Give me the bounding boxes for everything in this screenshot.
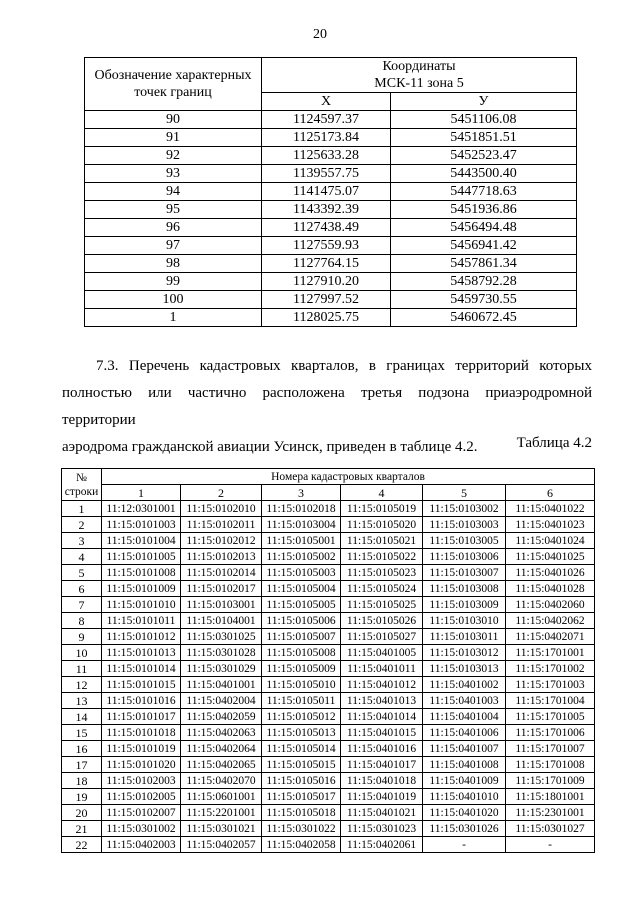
cadastral-number-cell: 11:15:0105014 xyxy=(262,741,341,757)
cadastral-number-cell: 11:15:0401021 xyxy=(341,805,423,821)
y-coordinate-cell: 5456941.42 xyxy=(391,237,577,255)
cadastral-number-cell: 11:15:0301023 xyxy=(341,821,423,837)
cadastral-number-cell: 11:15:0301026 xyxy=(423,821,506,837)
point-id-cell: 98 xyxy=(85,255,262,273)
cadastral-number-cell: 11:15:0401023 xyxy=(506,517,595,533)
cadastral-number-cell: 11:15:0105023 xyxy=(341,565,423,581)
cadastral-number-cell: 11:15:0105025 xyxy=(341,597,423,613)
cadastral-number-cell: 11:15:0102017 xyxy=(181,581,262,597)
cadastral-number-cell: 11:15:0402058 xyxy=(262,837,341,853)
cadastral-number-cell: 11:15:0101003 xyxy=(102,517,181,533)
page-number: 20 xyxy=(313,27,327,42)
point-id-cell: 92 xyxy=(85,147,262,165)
row-number-cell: 10 xyxy=(62,645,102,661)
cadastral-number-cell: 11:15:0105018 xyxy=(262,805,341,821)
cadastral-number-cell: 11:15:0101008 xyxy=(102,565,181,581)
cadastral-number-cell: 11:15:0402071 xyxy=(506,629,595,645)
cadastral-number-cell: 11:15:0103002 xyxy=(423,501,506,517)
coordinates-table-row xyxy=(85,147,577,165)
cadastral-number-cell: 11:15:0105001 xyxy=(262,533,341,549)
cadastral-table-row xyxy=(62,725,595,741)
row-number-symbol: № xyxy=(76,471,87,484)
point-id-cell: 93 xyxy=(85,165,262,183)
cadastral-number-cell: 11:15:0105024 xyxy=(341,581,423,597)
cadastral-number-cell: 11:15:0401015 xyxy=(341,725,423,741)
row-number-cell: 11 xyxy=(62,661,102,677)
y-coordinate-cell: 5460672.45 xyxy=(391,309,577,327)
cadastral-number-cell: 11:15:0101014 xyxy=(102,661,181,677)
row-number-cell: 14 xyxy=(62,709,102,725)
cadastral-table-row xyxy=(62,501,595,517)
cadastral-number-cell: 11:15:0401004 xyxy=(423,709,506,725)
cadastral-header-row xyxy=(62,469,595,485)
y-coordinate-cell: 5457861.34 xyxy=(391,255,577,273)
coordinates-table-row xyxy=(85,309,577,327)
coordinates-table-row xyxy=(85,237,577,255)
cadastral-number-cell: 11:15:0401017 xyxy=(341,757,423,773)
cadastral-number-cell: 11:15:0401024 xyxy=(506,533,595,549)
cadastral-number-cell: 11:15:0401002 xyxy=(423,677,506,693)
column-number-header: 4 xyxy=(341,485,423,501)
point-designation-header: Обозначение характерных точек границ xyxy=(85,58,262,111)
cadastral-number-cell: 11:15:0103007 xyxy=(423,565,506,581)
cadastral-table-row xyxy=(62,757,595,773)
row-number-cell: 7 xyxy=(62,597,102,613)
cadastral-number-cell: 11:15:0402065 xyxy=(181,757,262,773)
x-coordinate-cell: 1125633.28 xyxy=(262,147,391,165)
cadastral-number-cell: 11:15:0105013 xyxy=(262,725,341,741)
column-number-header: 6 xyxy=(506,485,595,501)
cadastral-number-cell: 11:15:0105012 xyxy=(262,709,341,725)
cadastral-number-cell: 11:15:0401020 xyxy=(423,805,506,821)
cadastral-number-cell: 11:15:1701002 xyxy=(506,661,595,677)
cadastral-number-cell: 11:15:0301021 xyxy=(181,821,262,837)
cadastral-table-row xyxy=(62,773,595,789)
x-coordinate-cell: 1128025.75 xyxy=(262,309,391,327)
coordinates-table-row xyxy=(85,165,577,183)
cadastral-number-cell: - xyxy=(506,837,595,853)
cadastral-number-cell: 11:15:0101005 xyxy=(102,549,181,565)
y-coordinate-cell: 5451936.86 xyxy=(391,201,577,219)
table-caption: Таблица 4.2 xyxy=(516,435,592,451)
coordinates-table-row xyxy=(85,111,577,129)
cadastral-number-cell: 11:15:0102010 xyxy=(181,501,262,517)
cadastral-number-cell: 11:15:0105008 xyxy=(262,645,341,661)
y-coordinate-cell: 5456494.48 xyxy=(391,219,577,237)
cadastral-number-cell: 11:15:0103006 xyxy=(423,549,506,565)
cadastral-number-cell: 11:15:0101020 xyxy=(102,757,181,773)
cadastral-number-cell: 11:15:0102018 xyxy=(262,501,341,517)
cadastral-number-cell: 11:15:0301028 xyxy=(181,645,262,661)
cadastral-number-cell: 11:15:0105005 xyxy=(262,597,341,613)
cadastral-quarters-table xyxy=(61,468,595,853)
cadastral-number-cell: 11:15:0401028 xyxy=(506,581,595,597)
row-number-cell: 17 xyxy=(62,757,102,773)
x-coordinate-cell: 1125173.84 xyxy=(262,129,391,147)
cadastral-number-cell: 11:15:0101018 xyxy=(102,725,181,741)
cadastral-number-cell: 11:15:0105015 xyxy=(262,757,341,773)
cadastral-number-cell: 11:15:0101012 xyxy=(102,629,181,645)
cadastral-number-cell: 11:15:0105007 xyxy=(262,629,341,645)
row-number-cell: 9 xyxy=(62,629,102,645)
paragraph-line: 7.3. Перечень кадастровых кварталов, в границах территорий которых xyxy=(96,358,592,374)
cadastral-number-cell: 11:15:0103011 xyxy=(423,629,506,645)
cadastral-number-cell: 11:15:1701003 xyxy=(506,677,595,693)
cadastral-number-cell: 11:15:0105026 xyxy=(341,613,423,629)
cadastral-number-cell: 11:15:0401019 xyxy=(341,789,423,805)
point-id-cell: 99 xyxy=(85,273,262,291)
cadastral-number-cell: 11:15:0401001 xyxy=(181,677,262,693)
cadastral-column-numbers-row xyxy=(62,485,595,501)
cadastral-number-cell: 11:15:0105027 xyxy=(341,629,423,645)
cadastral-table-row xyxy=(62,517,595,533)
cadastral-number-cell: 11:15:0103012 xyxy=(423,645,506,661)
cadastral-table-row xyxy=(62,533,595,549)
cadastral-number-cell: 11:15:0103004 xyxy=(262,517,341,533)
row-number-cell: 8 xyxy=(62,613,102,629)
cadastral-table-row xyxy=(62,837,595,853)
cadastral-number-cell: 11:15:0105009 xyxy=(262,661,341,677)
cadastral-number-cell: 11:15:0301025 xyxy=(181,629,262,645)
x-coordinate-cell: 1127764.15 xyxy=(262,255,391,273)
cadastral-number-cell: 11:15:0401007 xyxy=(423,741,506,757)
cadastral-number-cell: 11:15:0301027 xyxy=(506,821,595,837)
cadastral-number-cell: 11:15:1801001 xyxy=(506,789,595,805)
point-id-cell: 91 xyxy=(85,129,262,147)
cadastral-number-cell: 11:15:0102013 xyxy=(181,549,262,565)
cadastral-table-row xyxy=(62,661,595,677)
coordinates-group-header xyxy=(262,58,577,93)
cadastral-number-cell: 11:15:0105010 xyxy=(262,677,341,693)
cadastral-table-row xyxy=(62,565,595,581)
paragraph-line: полностью или частично расположена третья подзона приаэродромной территории xyxy=(62,385,592,428)
coordinates-table-row xyxy=(85,273,577,291)
cadastral-number-cell: 11:15:1701001 xyxy=(506,645,595,661)
cadastral-number-cell: 11:15:0401018 xyxy=(341,773,423,789)
column-number-header: 2 xyxy=(181,485,262,501)
cadastral-table-row xyxy=(62,645,595,661)
cadastral-number-cell: 11:15:0103010 xyxy=(423,613,506,629)
cadastral-number-cell: 11:15:0105020 xyxy=(341,517,423,533)
cadastral-number-cell: 11:15:0101019 xyxy=(102,741,181,757)
cadastral-table-row xyxy=(62,709,595,725)
cadastral-table-row xyxy=(62,677,595,693)
coordinates-table xyxy=(84,57,577,327)
cadastral-table-row xyxy=(62,821,595,837)
coordinates-table-row xyxy=(85,219,577,237)
cadastral-number-cell: 11:15:0401005 xyxy=(341,645,423,661)
row-number-cell: 3 xyxy=(62,533,102,549)
row-number-cell: 22 xyxy=(62,837,102,853)
cadastral-number-cell: 11:15:0105019 xyxy=(341,501,423,517)
cadastral-number-cell: 11:15:0402064 xyxy=(181,741,262,757)
cadastral-number-cell: 11:15:0105022 xyxy=(341,549,423,565)
cadastral-number-cell: 11:15:0101009 xyxy=(102,581,181,597)
cadastral-number-cell: 11:15:0103003 xyxy=(423,517,506,533)
x-coordinate-cell: 1127997.52 xyxy=(262,291,391,309)
cadastral-number-cell: 11:15:0105016 xyxy=(262,773,341,789)
cadastral-number-cell: 11:15:0105002 xyxy=(262,549,341,565)
cadastral-number-cell: 11:15:0105003 xyxy=(262,565,341,581)
point-id-cell: 97 xyxy=(85,237,262,255)
cadastral-table-row xyxy=(62,805,595,821)
cadastral-number-cell: 11:15:0105006 xyxy=(262,613,341,629)
cadastral-number-cell: 11:15:0101017 xyxy=(102,709,181,725)
coordinates-table-row xyxy=(85,291,577,309)
cadastral-number-cell: 11:15:0105004 xyxy=(262,581,341,597)
y-coordinate-cell: 5443500.40 xyxy=(391,165,577,183)
point-id-cell: 95 xyxy=(85,201,262,219)
cadastral-number-cell: 11:15:0102005 xyxy=(102,789,181,805)
row-number-cell: 13 xyxy=(62,693,102,709)
cadastral-number-cell: 11:15:0401006 xyxy=(423,725,506,741)
column-number-header: 5 xyxy=(423,485,506,501)
cadastral-table-row xyxy=(62,613,595,629)
y-coordinate-cell: 5451851.51 xyxy=(391,129,577,147)
x-coordinate-cell: 1143392.39 xyxy=(262,201,391,219)
cadastral-number-cell: 11:15:0102011 xyxy=(181,517,262,533)
cadastral-table-row xyxy=(62,629,595,645)
row-number-cell: 5 xyxy=(62,565,102,581)
row-number-cell: 6 xyxy=(62,581,102,597)
cadastral-number-cell: 11:15:1701007 xyxy=(506,741,595,757)
row-number-cell: 12 xyxy=(62,677,102,693)
cadastral-number-cell: 11:12:0301001 xyxy=(102,501,181,517)
point-id-cell: 1 xyxy=(85,309,262,327)
y-coordinate-cell: 5451106.08 xyxy=(391,111,577,129)
coordinates-title: Координаты xyxy=(382,59,456,74)
cadastral-number-cell: 11:15:0105021 xyxy=(341,533,423,549)
row-number-cell: 19 xyxy=(62,789,102,805)
coordinates-table-row xyxy=(85,129,577,147)
cadastral-number-cell: 11:15:0301022 xyxy=(262,821,341,837)
cadastral-number-cell: 11:15:0402004 xyxy=(181,693,262,709)
cadastral-number-cell: 11:15:0101013 xyxy=(102,645,181,661)
cadastral-number-cell: 11:15:0401012 xyxy=(341,677,423,693)
x-coordinate-cell: 1127559.93 xyxy=(262,237,391,255)
cadastral-number-cell: 11:15:0401010 xyxy=(423,789,506,805)
y-header: У xyxy=(391,93,577,111)
cadastral-table-row xyxy=(62,741,595,757)
y-coordinate-cell: 5447718.63 xyxy=(391,183,577,201)
cadastral-number-cell: 11:15:0402061 xyxy=(341,837,423,853)
cadastral-number-cell: 11:15:0401016 xyxy=(341,741,423,757)
x-coordinate-cell: 1139557.75 xyxy=(262,165,391,183)
cadastral-number-cell: 11:15:0103009 xyxy=(423,597,506,613)
cadastral-number-cell: 11:15:0103001 xyxy=(181,597,262,613)
cadastral-number-cell: 11:15:0301029 xyxy=(181,661,262,677)
section-paragraph xyxy=(62,353,592,461)
cadastral-number-cell: 11:15:0401026 xyxy=(506,565,595,581)
cadastral-number-cell: 11:15:0401022 xyxy=(506,501,595,517)
cadastral-number-cell: 11:15:1701004 xyxy=(506,693,595,709)
coordinate-system: МСК-11 зона 5 xyxy=(374,76,464,91)
cadastral-number-cell: 11:15:0401013 xyxy=(341,693,423,709)
cadastral-number-cell: 11:15:0105017 xyxy=(262,789,341,805)
row-number-cell: 1 xyxy=(62,501,102,517)
coordinates-table-row xyxy=(85,255,577,273)
cadastral-table-row xyxy=(62,789,595,805)
coordinates-header-row xyxy=(85,58,577,93)
cadastral-number-cell: 11:15:1701005 xyxy=(506,709,595,725)
cadastral-number-cell: 11:15:0102012 xyxy=(181,533,262,549)
cadastral-number-cell: 11:15:0402059 xyxy=(181,709,262,725)
cadastral-number-cell: 11:15:0101004 xyxy=(102,533,181,549)
cadastral-number-cell: 11:15:0101016 xyxy=(102,693,181,709)
cadastral-number-cell: 11:15:0401009 xyxy=(423,773,506,789)
cadastral-number-cell: 11:15:0103008 xyxy=(423,581,506,597)
cadastral-number-cell: 11:15:0601001 xyxy=(181,789,262,805)
cadastral-number-cell: 11:15:0101015 xyxy=(102,677,181,693)
column-number-header: 1 xyxy=(102,485,181,501)
cadastral-number-cell: 11:15:0301002 xyxy=(102,821,181,837)
row-number-cell: 4 xyxy=(62,549,102,565)
cadastral-number-cell: 11:15:2201001 xyxy=(181,805,262,821)
column-number-header: 3 xyxy=(262,485,341,501)
cadastral-number-cell: 11:15:0402070 xyxy=(181,773,262,789)
row-number-label: строки xyxy=(64,485,99,498)
cadastral-number-cell: 11:15:0402003 xyxy=(102,837,181,853)
x-coordinate-cell: 1124597.37 xyxy=(262,111,391,129)
cadastral-number-cell: 11:15:0401014 xyxy=(341,709,423,725)
y-coordinate-cell: 5459730.55 xyxy=(391,291,577,309)
coordinates-table-row xyxy=(85,183,577,201)
row-number-cell: 18 xyxy=(62,773,102,789)
cadastral-number-cell: - xyxy=(423,837,506,853)
cadastral-number-cell: 11:15:0101011 xyxy=(102,613,181,629)
cadastral-number-cell: 11:15:1701009 xyxy=(506,773,595,789)
y-coordinate-cell: 5458792.28 xyxy=(391,273,577,291)
coordinates-table-row xyxy=(85,201,577,219)
cadastral-number-cell: 11:15:2301001 xyxy=(506,805,595,821)
cadastral-number-cell: 11:15:0101010 xyxy=(102,597,181,613)
row-number-cell: 20 xyxy=(62,805,102,821)
point-id-cell: 96 xyxy=(85,219,262,237)
cadastral-table-row xyxy=(62,597,595,613)
point-id-cell: 90 xyxy=(85,111,262,129)
x-header: X xyxy=(262,93,391,111)
point-id-cell: 94 xyxy=(85,183,262,201)
cadastral-number-cell: 11:15:0401003 xyxy=(423,693,506,709)
y-coordinate-cell: 5452523.47 xyxy=(391,147,577,165)
x-coordinate-cell: 1127910.20 xyxy=(262,273,391,291)
cadastral-number-cell: 11:15:0402062 xyxy=(506,613,595,629)
row-number-cell: 2 xyxy=(62,517,102,533)
cadastral-number-cell: 11:15:0102007 xyxy=(102,805,181,821)
x-coordinate-cell: 1127438.49 xyxy=(262,219,391,237)
row-number-cell: 21 xyxy=(62,821,102,837)
cadastral-number-cell: 11:15:0104001 xyxy=(181,613,262,629)
point-id-cell: 100 xyxy=(85,291,262,309)
paragraph-line: аэродрома гражданской авиации Усинск, приведен в таблице 4.2. xyxy=(62,439,478,455)
cadastral-number-cell: 11:15:0402057 xyxy=(181,837,262,853)
cadastral-number-cell: 11:15:1701008 xyxy=(506,757,595,773)
row-number-cell: 15 xyxy=(62,725,102,741)
x-coordinate-cell: 1141475.07 xyxy=(262,183,391,201)
cadastral-number-cell: 11:15:0105011 xyxy=(262,693,341,709)
cadastral-table-row xyxy=(62,549,595,565)
cadastral-number-cell: 11:15:1701006 xyxy=(506,725,595,741)
cadastral-number-cell: 11:15:0103013 xyxy=(423,661,506,677)
cadastral-number-cell: 11:15:0401008 xyxy=(423,757,506,773)
row-number-cell: 16 xyxy=(62,741,102,757)
cadastral-table-row xyxy=(62,581,595,597)
cadastral-group-header: Номера кадастровых кварталов xyxy=(102,469,595,485)
cadastral-number-cell: 11:15:0102003 xyxy=(102,773,181,789)
cadastral-number-cell: 11:15:0401011 xyxy=(341,661,423,677)
cadastral-number-cell: 11:15:0401025 xyxy=(506,549,595,565)
cadastral-number-cell: 11:15:0103005 xyxy=(423,533,506,549)
cadastral-number-cell: 11:15:0402063 xyxy=(181,725,262,741)
cadastral-number-cell: 11:15:0402060 xyxy=(506,597,595,613)
cadastral-number-cell: 11:15:0102014 xyxy=(181,565,262,581)
cadastral-table-row xyxy=(62,693,595,709)
row-number-header xyxy=(62,469,102,501)
